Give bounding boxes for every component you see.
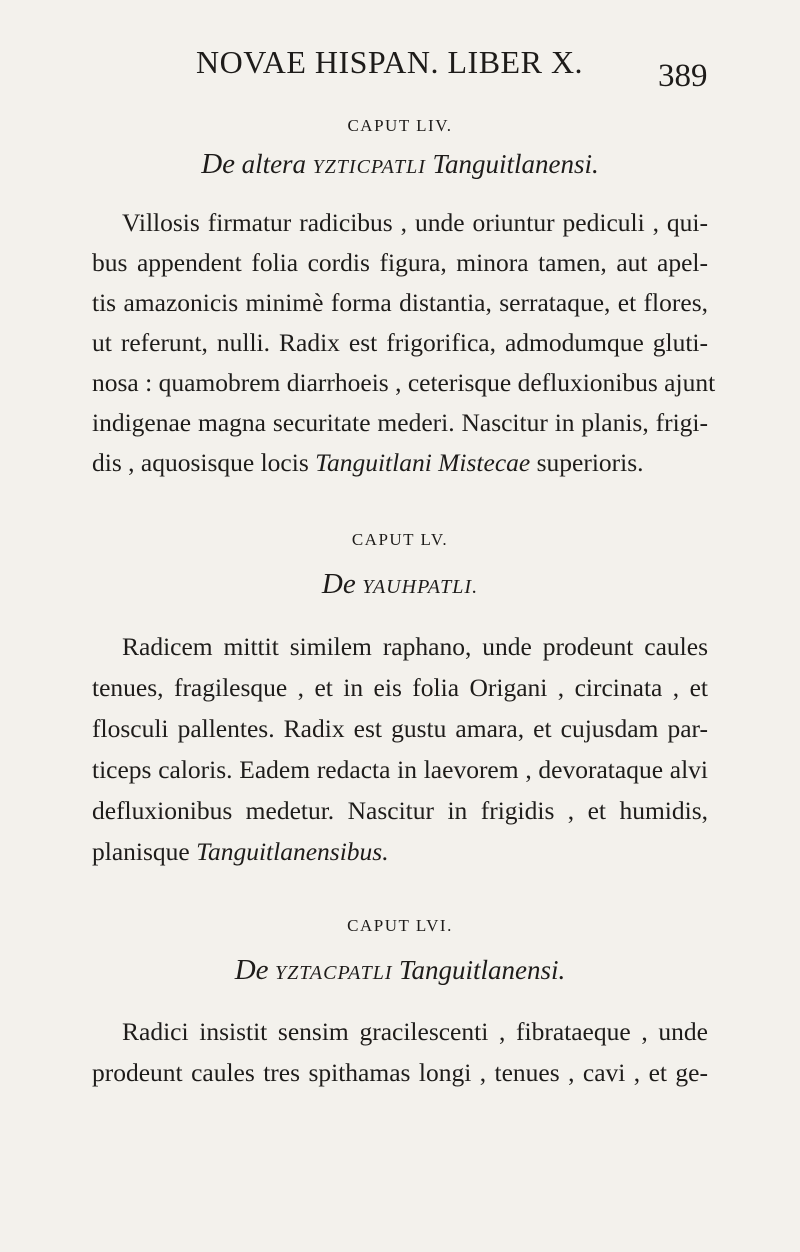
title-region: Tanguitlanensi.: [399, 955, 566, 985]
title-plant-name: YAUHPATLI.: [362, 576, 479, 598]
text-line: Radicem mittit similem raphano, unde prodeunt caules: [122, 632, 708, 661]
title-region: Tanguitlanensi.: [432, 149, 599, 179]
chapter-heading: CAPUT LIV.: [347, 116, 453, 135]
text-line: [92, 832, 708, 872]
text-line: prodeunt caules tres spithamas longi , tenues , cavi , et ge-: [92, 1058, 708, 1087]
title-de: De: [234, 954, 269, 986]
title-altera: altera: [241, 149, 307, 179]
line-text: superioris.: [530, 448, 644, 477]
place-name: Tanguitlani Mistecae: [315, 448, 531, 477]
text-line: defluxionibus medetur. Nascitur in frigidis , et humidis,: [92, 796, 708, 825]
line-text: dis , aquosisque locis: [92, 448, 316, 477]
title-plant-name: YZTICPATLI: [312, 156, 426, 178]
text-line: flosculi pallentes. Radix est gustu amara, et cujusdam par-: [92, 714, 708, 743]
text-line: bus appendent folia cordis figura, minora tamen, aut apel-: [92, 248, 708, 277]
page-number: 389: [658, 58, 708, 94]
chapter-title: [0, 568, 800, 601]
place-name: Tanguitlanensibus.: [196, 837, 389, 866]
title-de: De: [321, 568, 356, 600]
text-line: tenues, fragilesque , et in eis folia Origani , circinata , et: [92, 673, 708, 702]
text-line: indigenae magna securitate mederi. Nascitur in planis, frigi-: [92, 408, 708, 437]
line-text: planisque: [92, 837, 197, 866]
text-line: Villosis firmatur radicibus , unde oriuntur pediculi , qui-: [122, 208, 708, 237]
chapter-title: [0, 148, 800, 181]
chapter-title: [0, 954, 800, 987]
running-head: NOVAE HISPAN. LIBER X.: [196, 44, 584, 80]
text-line: Radici insistit sensim gracilescenti , fibrataeque , unde: [122, 1017, 708, 1046]
text-line: nosa : quamobrem diarrhoeis , ceterisque defluxionibus ajunt: [92, 368, 716, 397]
title-de: De: [201, 148, 236, 180]
title-plant-name: YZTACPATLI: [275, 962, 393, 984]
chapter-heading: CAPUT LVI.: [347, 916, 453, 935]
chapter-heading: CAPUT LV.: [351, 530, 449, 549]
text-line: tis amazonicis minimè forma distantia, serrataque, et flores,: [92, 288, 708, 317]
text-line: ut referunt, nulli. Radix est frigorifica, admodumque gluti-: [92, 328, 708, 357]
text-line: ticeps caloris. Eadem redacta in laevorem , devorataque alvi: [92, 755, 708, 784]
text-line: [92, 443, 708, 483]
